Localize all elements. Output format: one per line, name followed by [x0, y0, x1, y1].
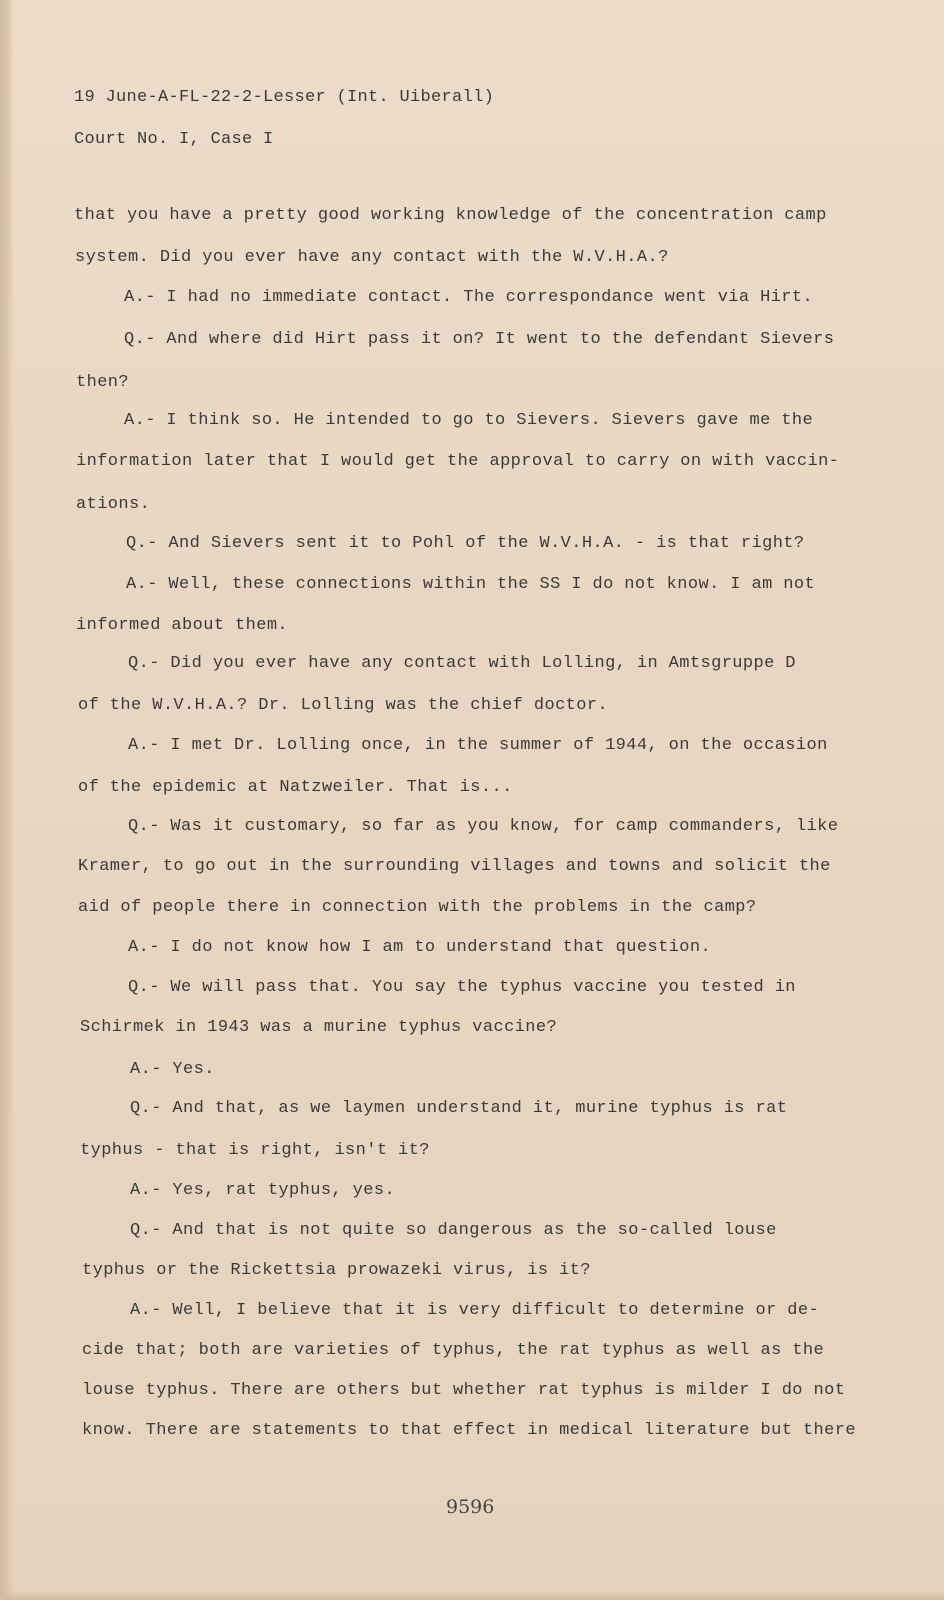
- transcript-line: of the epidemic at Natzweiler. That is...: [78, 778, 513, 797]
- transcript-line: Schirmek in 1943 was a murine typhus vaccine?: [80, 1018, 558, 1037]
- transcript-line: A.- Yes.: [130, 1060, 215, 1079]
- transcript-line: louse typhus. There are others but whether rat typhus is milder I do not: [82, 1381, 846, 1400]
- page-bottom-shadow: [0, 1590, 944, 1600]
- header-session-line: 19 June-A-FL-22-2-Lesser (Int. Uiberall): [74, 88, 495, 107]
- transcript-line: typhus - that is right, isn't it?: [80, 1141, 430, 1160]
- transcript-line: Q.- And where did Hirt pass it on? It went to the defendant Sievers: [124, 330, 835, 349]
- transcript-line: A.- I had no immediate contact. The correspondance went via Hirt.: [124, 288, 814, 307]
- transcript-line: A.- Well, these connections within the SS I do not know. I am not: [126, 575, 816, 594]
- transcript-line: A.- Yes, rat typhus, yes.: [130, 1181, 396, 1200]
- page-edge-shadow: [0, 0, 14, 1600]
- transcript-line: know. There are statements to that effect in medical literature but there: [82, 1421, 856, 1440]
- transcript-line: cide that; both are varieties of typhus, the rat typhus as well as the: [82, 1341, 825, 1360]
- transcript-line: A.- I think so. He intended to go to Sievers. Sievers gave me the: [124, 411, 814, 430]
- transcript-line: informed about them.: [76, 616, 289, 635]
- transcript-line: Kramer, to go out in the surrounding villages and towns and solicit the: [78, 857, 831, 876]
- transcript-line: system. Did you ever have any contact with the W.V.H.A.?: [75, 248, 669, 267]
- transcript-line: of the W.V.H.A.? Dr. Lolling was the chief doctor.: [78, 696, 609, 715]
- transcript-line: typhus or the Rickettsia prowazeki virus, is it?: [82, 1261, 591, 1280]
- transcript-line: aid of people there in connection with the problems in the camp?: [78, 898, 757, 917]
- transcript-line: Q.- Did you ever have any contact with Lolling, in Amtsgruppe D: [128, 654, 796, 673]
- transcript-line: Q.- And Sievers sent it to Pohl of the W.V.H.A. - is that right?: [126, 534, 805, 553]
- transcript-line: A.- Well, I believe that it is very difficult to determine or de-: [130, 1301, 820, 1320]
- transcript-line: Q.- Was it customary, so far as you know, for camp commanders, like: [128, 817, 839, 836]
- transcript-line: A.- I met Dr. Lolling once, in the summer of 1944, on the occasion: [128, 736, 828, 755]
- header-court-line: Court No. I, Case I: [74, 130, 274, 149]
- transcript-line: then?: [76, 373, 130, 392]
- transcript-line: A.- I do not know how I am to understand that question.: [128, 938, 712, 957]
- transcript-line: Q.- And that, as we laymen understand it, murine typhus is rat: [130, 1099, 788, 1118]
- transcript-line: Q.- We will pass that. You say the typhus vaccine you tested in: [128, 978, 796, 997]
- page-number: 9596: [446, 1496, 495, 1518]
- transcript-line: Q.- And that is not quite so dangerous as the so-called louse: [130, 1221, 777, 1240]
- transcript-line: information later that I would get the approval to carry on with vaccin-: [76, 452, 840, 471]
- transcript-line: that you have a pretty good working knowledge of the concentration camp: [74, 206, 827, 225]
- transcript-line: ations.: [76, 495, 151, 514]
